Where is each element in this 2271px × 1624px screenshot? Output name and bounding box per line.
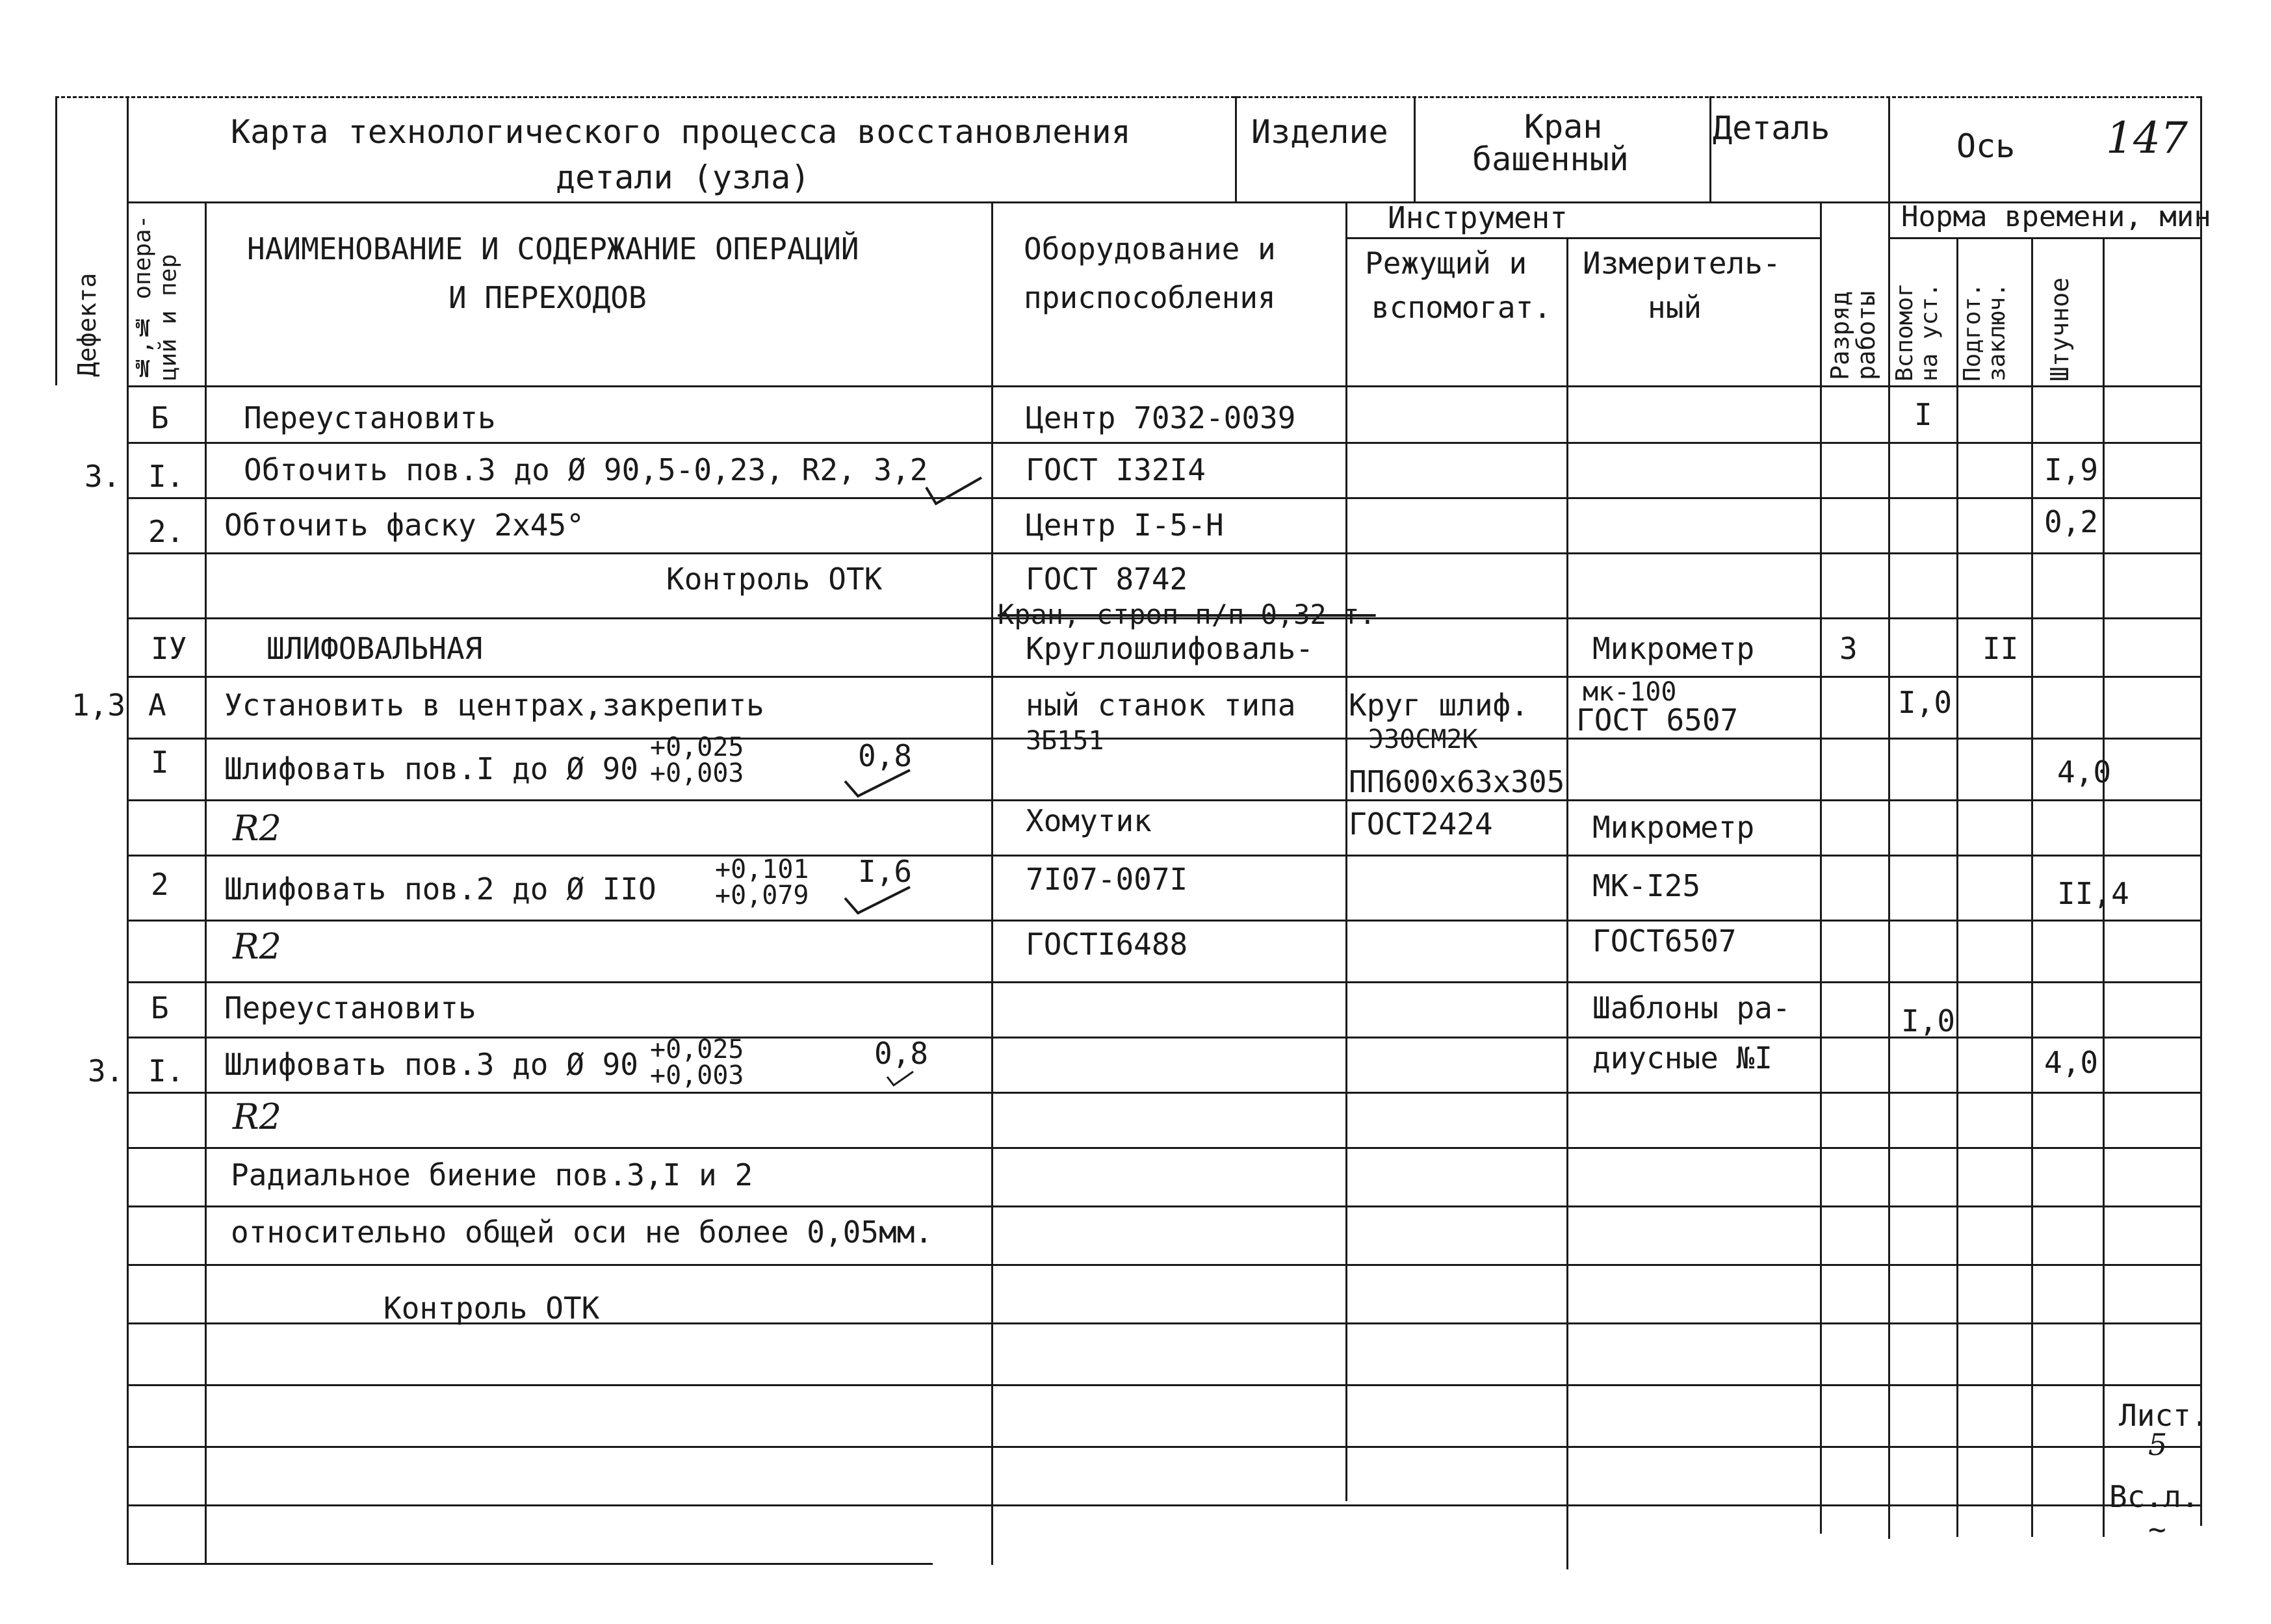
- row15-name: Контроль ОТК: [383, 1291, 600, 1326]
- row7-cut: ГОСТ2424: [1349, 806, 1493, 842]
- row7-meas: Микрометр: [1592, 810, 1755, 845]
- sheet-label: Лист.: [2119, 1398, 2209, 1433]
- col-tool-cut-line1: Режущий и: [1365, 246, 1527, 281]
- rough-08: 0,8: [858, 738, 913, 773]
- row5-op: А: [148, 688, 166, 723]
- row7-equip: Хомутик: [1026, 803, 1152, 838]
- row10-name: Переустановить: [224, 990, 476, 1025]
- col-op-no: №,№ опера-ций и пер: [129, 214, 182, 381]
- page-mark: 147: [2106, 113, 2188, 163]
- row8-op: 2: [151, 867, 169, 902]
- col-time-aux: Вспомог на уст.: [1891, 283, 1943, 381]
- tol-110-lower: +0,079: [715, 881, 809, 910]
- row0-name: Переустановить: [244, 400, 496, 435]
- row11-piece: 4,0: [2044, 1045, 2099, 1080]
- product-label: Изделие: [1251, 113, 1388, 151]
- meas-model-top: мк-100: [1583, 677, 1677, 707]
- row10-op: Б: [151, 990, 169, 1025]
- product-value-line1: Кран: [1524, 108, 1603, 146]
- row8-name: Шлифовать пов.2 до Ø IIO: [224, 871, 656, 907]
- row7-name: R2: [233, 808, 282, 849]
- border-top: [55, 96, 2200, 98]
- row14-name: относительно общей оси не более 0,05мм.: [231, 1215, 933, 1250]
- col-name-line1: НАИМЕНОВАНИЕ И СОДЕРЖАНИЕ ОПЕРАЦИЙ: [247, 231, 859, 266]
- row9-equip: ГОСТI6488: [1026, 927, 1188, 962]
- part-label: Деталь: [1713, 109, 1830, 147]
- tol-90-lower: +0,003: [650, 758, 744, 788]
- row5-aux: I,0: [1898, 685, 1953, 720]
- col-line: [1414, 96, 1416, 201]
- tol-90-lower-2: +0,003: [650, 1061, 744, 1090]
- tol-90-upper: +0,025: [650, 732, 744, 762]
- row8-meas: МК-I25: [1592, 868, 1701, 903]
- row1-op: I.: [148, 459, 185, 494]
- row6-op: I: [151, 745, 169, 780]
- col-tool-meas-line1: Измеритель-: [1583, 246, 1781, 281]
- col-line: [2031, 237, 2033, 1537]
- row0-aux: I: [1914, 397, 1932, 432]
- row11-meas: диусные №I: [1592, 1040, 1772, 1076]
- total-sheets-label: Вс.л.: [2109, 1479, 2200, 1514]
- row9-name: R2: [233, 926, 282, 967]
- col-line: [127, 96, 129, 1565]
- col-name-line2: И ПЕРЕХОДОВ: [448, 280, 647, 315]
- col-line: [1235, 96, 1237, 201]
- row5-name: Установить в центрах,закрепить: [224, 688, 764, 723]
- row4-equip: Круглошлифоваль-: [1026, 631, 1314, 666]
- col-line: [1566, 237, 1568, 1569]
- rough-16: I,6: [858, 854, 913, 889]
- col-defect: Дефекта: [73, 272, 101, 377]
- roughness-check-icon: [923, 474, 988, 507]
- tool-group-line: [1345, 237, 1820, 239]
- row10-meas: Шаблоны ра-: [1592, 990, 1791, 1025]
- row5-equip: ный станок типа: [1026, 688, 1296, 723]
- row2-name: Обточить фаску 2x45°: [224, 508, 584, 543]
- row8-piece: II,4: [2057, 876, 2129, 911]
- row8-equip: 7I07-007I: [1026, 862, 1188, 897]
- col-line: [991, 201, 993, 1565]
- row2-piece: 0,2: [2044, 504, 2099, 539]
- row1-equip: ГОСТ I32I4: [1026, 452, 1206, 487]
- row5-defect: 1,3: [71, 688, 126, 723]
- row3-equip: ГОСТ 8742: [1026, 561, 1188, 597]
- card-title-line2: детали (узла): [556, 159, 811, 196]
- row1-name: Обточить пов.3 до Ø 90,5-0,23, R2, 3,2: [244, 452, 928, 487]
- col-time-prep: Подгот. заключ.: [1959, 283, 2010, 381]
- col-time-group: Норма времени, мин: [1901, 200, 2211, 233]
- row5-meas: ГОСТ 6507: [1576, 702, 1739, 738]
- row6-cut: ПП600х63х305: [1349, 764, 1565, 799]
- col-line: [1345, 201, 1347, 1501]
- col-equip-line1: Оборудование и: [1024, 231, 1276, 266]
- row13-name: Радиальное биение пов.3,I и 2: [231, 1157, 753, 1192]
- col-tool-group: Инструмент: [1388, 200, 1568, 235]
- col-line: [2200, 96, 2202, 1526]
- wheel-spec: Э30СМ2К: [1368, 725, 1478, 754]
- product-value-line2: башенный: [1472, 140, 1629, 178]
- col-line: [1709, 96, 1711, 201]
- part-value: Ось: [1956, 127, 2016, 165]
- col-line: [1956, 237, 1958, 1537]
- col-line: [55, 96, 57, 385]
- row11-name: Шлифовать пов.3 до Ø 90: [224, 1047, 638, 1082]
- roughness-check-icon: [838, 767, 923, 799]
- row2-op: 2.: [148, 514, 185, 549]
- col-equip-line2: приспособления: [1024, 280, 1276, 315]
- row4-meas: Микрометр: [1592, 631, 1755, 666]
- row4-op: IУ: [151, 631, 187, 666]
- row11-op: I.: [148, 1053, 185, 1089]
- row4-prep: II: [1982, 631, 2019, 666]
- tol-110-upper: +0,101: [715, 855, 809, 884]
- col-line: [1888, 96, 1890, 1539]
- col-grade: Разряд работы: [1826, 290, 1880, 380]
- roughness-check-icon: [884, 1069, 923, 1089]
- col-tool-meas-line2: ный: [1648, 290, 1702, 325]
- row10-aux: I,0: [1901, 1003, 1956, 1038]
- col-time-piece: Штучное: [2045, 277, 2074, 381]
- sheet-number: 5: [2148, 1427, 2168, 1462]
- roughness-check-icon: [838, 884, 923, 916]
- row1-piece: I,9: [2044, 452, 2099, 487]
- crane-note: Кран, строп п/п 0,32 т.: [998, 599, 1376, 630]
- total-sheets-value: ~: [2148, 1512, 2166, 1547]
- row0-equip: Центр 7032-0039: [1026, 400, 1296, 435]
- machine-model: 3Б151: [1026, 726, 1104, 756]
- col-tool-cut-line2: вспомогат.: [1371, 290, 1551, 325]
- row4-name: ШЛИФОВАЛЬНАЯ: [266, 631, 483, 666]
- row-line: [127, 1563, 933, 1565]
- row5-cut: Круг шлиф.: [1349, 688, 1529, 723]
- row3-name: Контроль ОТК: [666, 561, 883, 597]
- time-group-line: [1888, 237, 2200, 239]
- rough-08-2: 0,8: [874, 1036, 929, 1071]
- row1-defect: 3.: [84, 459, 121, 494]
- tol-90-upper-2: +0,025: [650, 1035, 744, 1064]
- row11-defect: 3.: [88, 1053, 124, 1089]
- row6-piece: 4,0: [2057, 754, 2112, 790]
- col-line: [1820, 201, 1822, 1534]
- row12-name: R2: [233, 1096, 282, 1137]
- row0-op: Б: [151, 400, 169, 435]
- card-title-line1: Карта технологического процесса восстановления: [231, 113, 1131, 151]
- row9-meas: ГОСТ6507: [1592, 923, 1737, 959]
- col-line: [205, 201, 207, 1565]
- row4-grade: 3: [1839, 631, 1858, 666]
- row2-equip: Центр I-5-Н: [1026, 508, 1224, 543]
- row6-name: Шлифовать пов.I до Ø 90: [224, 751, 638, 786]
